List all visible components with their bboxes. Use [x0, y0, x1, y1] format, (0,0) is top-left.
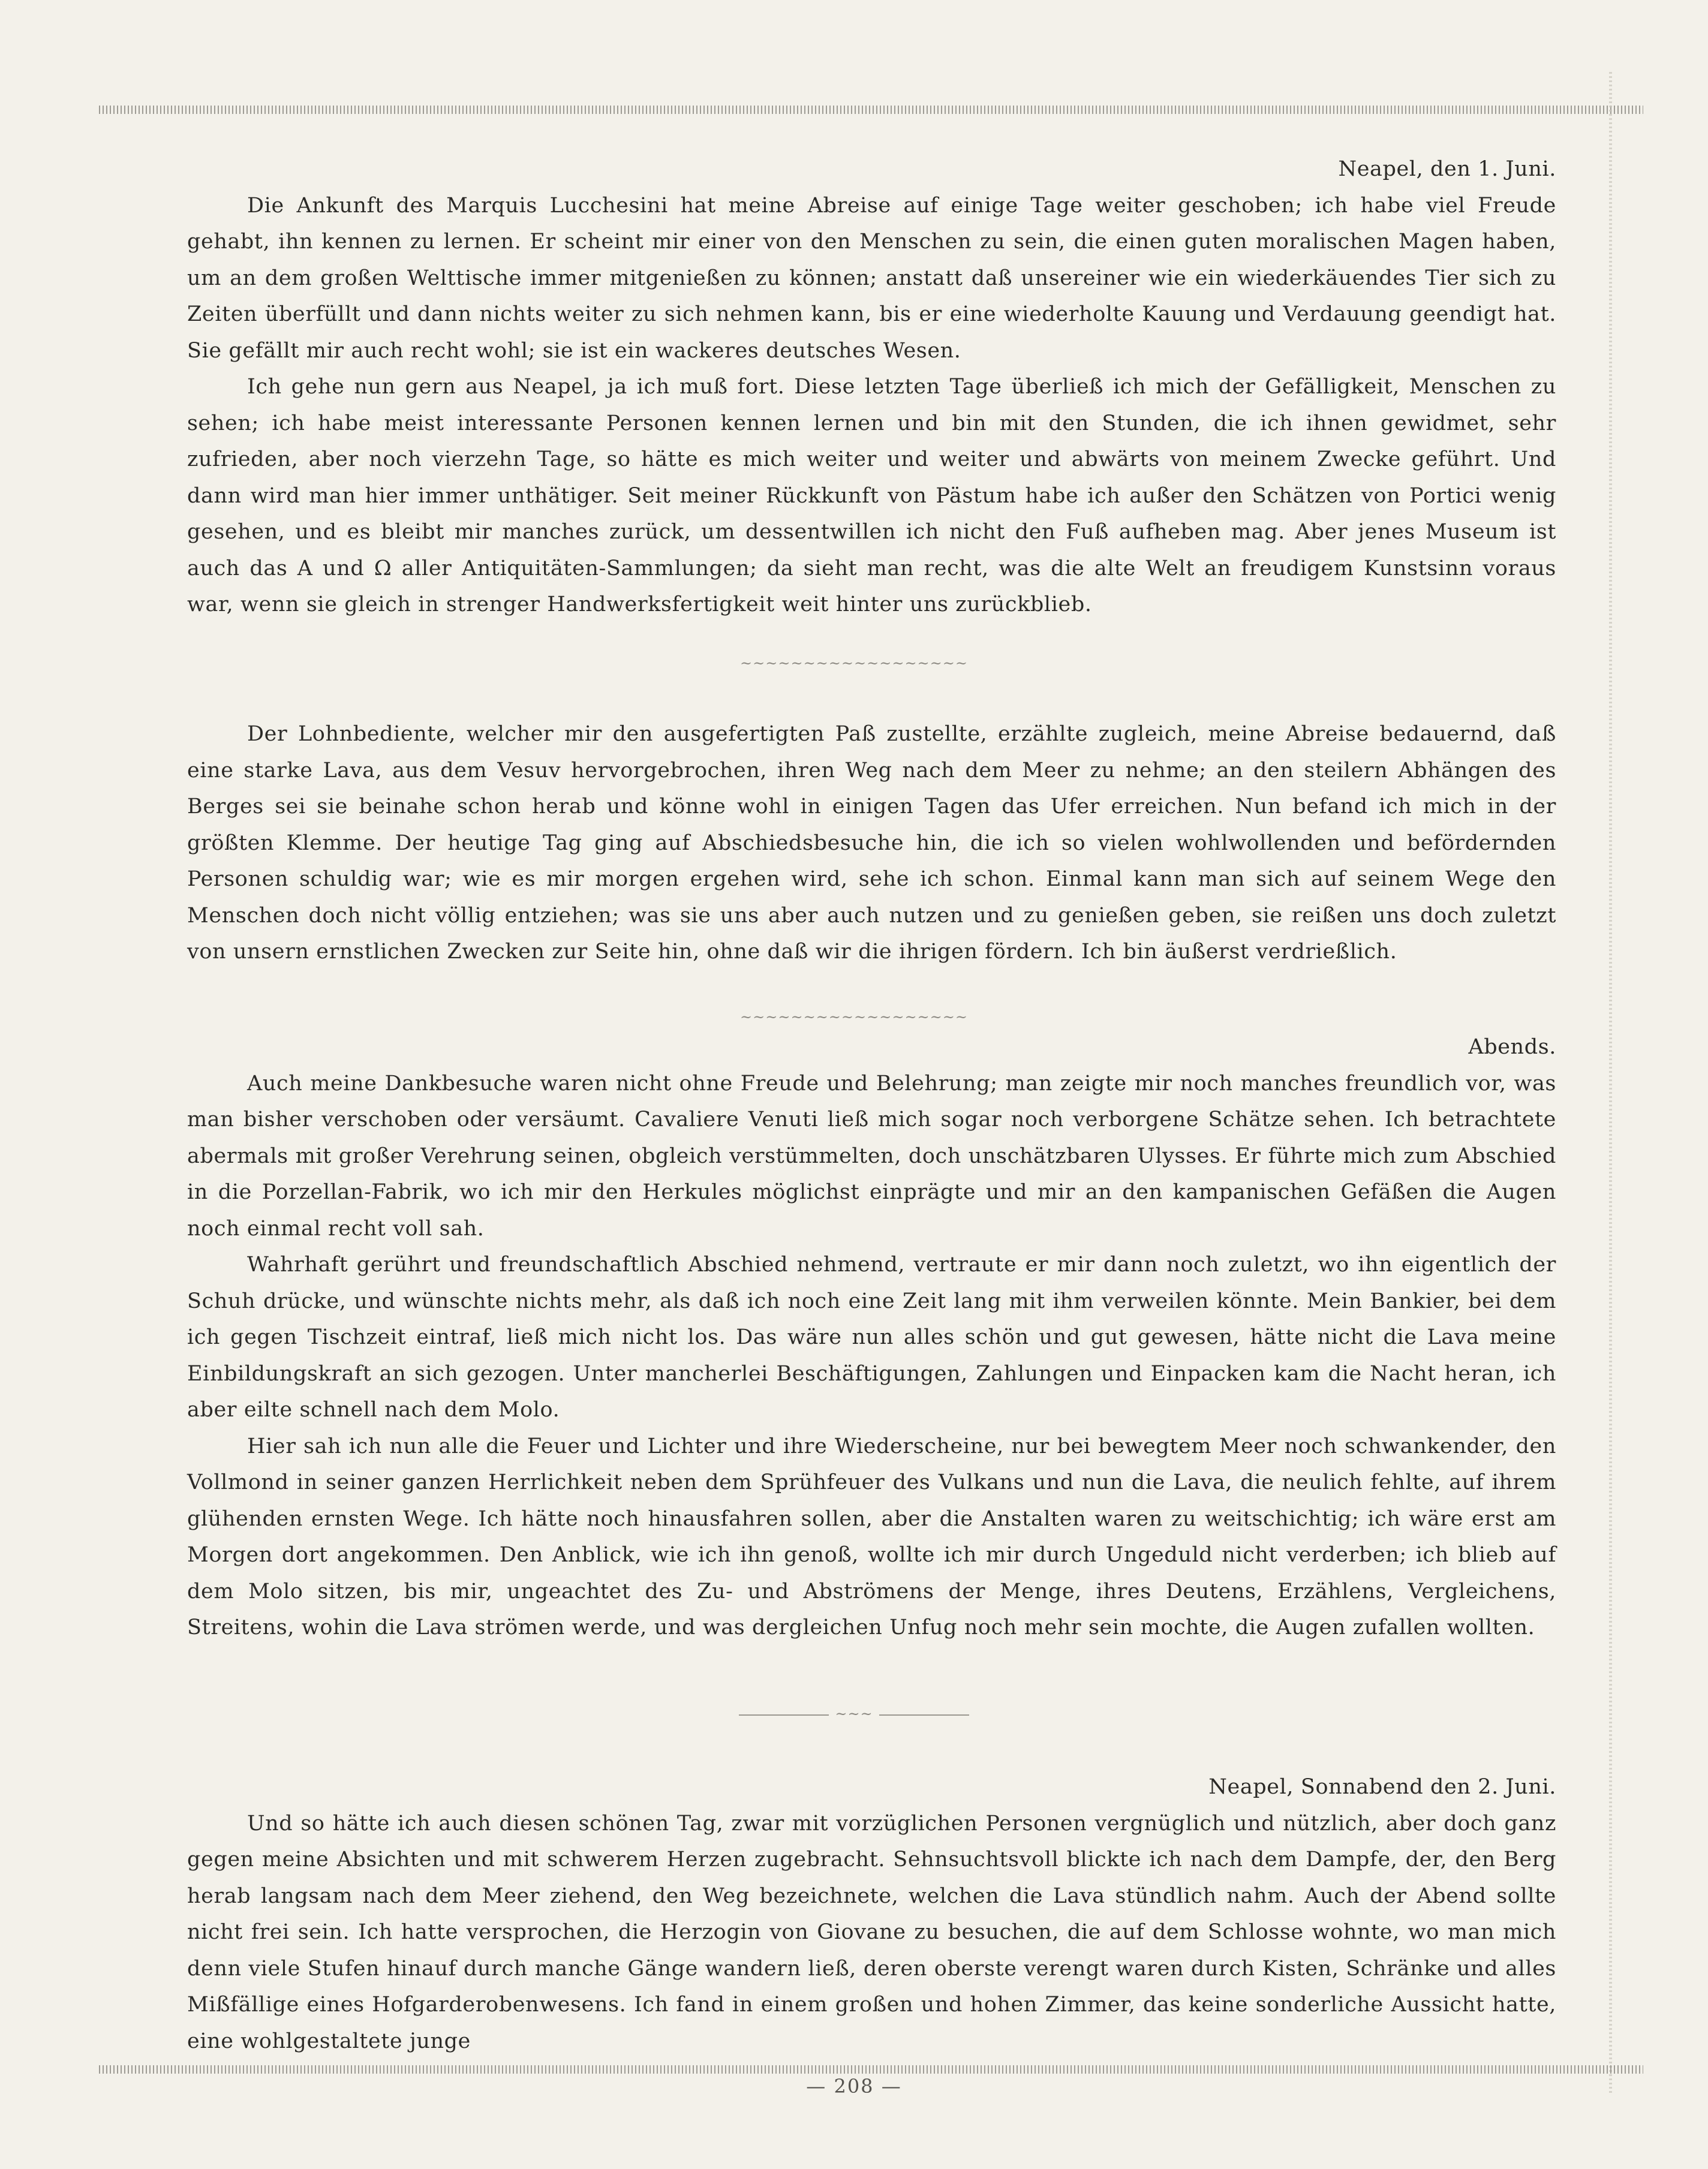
flourish-ornament: ~~~ — [835, 1705, 873, 1722]
flourish-ornament: ~~~~~~~~~~~~~~~~~~ — [740, 1009, 968, 1025]
section-divider — [0, 655, 1708, 672]
flourish-ornament: ~~~~~~~~~~~~~~~~~~ — [740, 655, 968, 672]
entry-evening — [187, 1029, 1556, 1646]
paragraph: Der Lohnbediente, welcher mir den ausgefertigten Paß zustellte, erzählte zugleich, meine Abreise bedauernd, daß eine starke Lava, aus dem Vesuv hervorgebrochen, ihren Weg nach dem Meer zu nehme; an den steilern Abhängen des Berges sei sie beinahe schon herab und könne wohl in einigen Tagen das Ufer erreichen. Nun befand ich mich in der größten Klemme. Der heutige Tag ging auf Abschiedsbesuche hin, die ich so vielen wohlwollenden und befördernden Personen schuldig war; wie es mir morgen ergehen wird, sehe ich schon. Einmal kann man sich auf seinem Wege den Menschen doch nicht völlig entziehen; was sie uns aber auch nutzen und zu genießen geben, sie reißen uns doch zuletzt von unsern ernstlichen Zwecken zur Seite hin, ohne daß wir die ihrigen fördern. Ich bin äußerst verdrießlich. — [187, 722, 1556, 964]
dateline: Neapel, Sonnabend den 2. Juni. — [1208, 1775, 1556, 1799]
section-divider — [0, 1009, 1708, 1025]
dateline: Neapel, den 1. Juni. — [1338, 157, 1556, 181]
entry-june-2 — [187, 1769, 1556, 2059]
paragraph: Ich gehe nun gern aus Neapel, ja ich muß fort. Diese letzten Tage überließ ich mich der Gefälligkeit, Menschen zu sehen; ich habe meist interessante Personen kennen lernen und bin mit den Stunden, die ich ihnen gewidmet, sehr zufrieden, aber noch vierzehn Tage, so hätte es mich weiter und weiter und abwärts von meinem Zwecke geführt. Und dann wird man hier immer unthätiger. Seit meiner Rückkunft von Pästum habe ich außer den Schätzen von Portici wenig gesehen, und es bleibt mir manches zurück, um dessentwillen ich nicht den Fuß aufheben mag. Aber jenes Museum ist auch das A und Ω aller Antiquitäten-Sammlungen; da sieht man recht, was die alte Welt an freudigem Kunstsinn voraus war, wenn sie gleich in strenger Handwerksfertigkeit weit hinter uns zurückblieb. — [187, 375, 1556, 616]
paragraph: Die Ankunft des Marquis Lucchesini hat meine Abreise auf einige Tage weiter geschoben; ich habe viel Freude gehabt, ihn kennen zu lernen. Er scheint mir einer von den Menschen zu sein, die einen guten moralischen Magen haben, um an dem großen Welttische immer mitgenießen zu können; anstatt daß unsereiner wie ein wiederkäuendes Tier sich zu Zeiten überfüllt und dann nichts weiter zu sich nehmen kann, bis er eine wiederholte Kauung und Verdauung geendigt hat. Sie gefällt mir auch recht wohl; sie ist ein wackeres deutsches Wesen. — [187, 193, 1556, 363]
paragraph: Hier sah ich nun alle die Feuer und Lichter und ihre Wiederscheine, nur bei bewegtem Meer noch schwankender, den Vollmond in seiner ganzen Herrlichkeit neben dem Sprühfeuer des Vulkans und nun die Lava, die neulich fehlte, auf ihrem glühenden ernsten Wege. Ich hätte noch hinausfahren sollen, aber die Anstalten waren zu weitschichtig; ich wäre erst am Morgen dort angekommen. Den Anblick, wie ich ihn genoß, wollte ich mir durch Ungeduld nicht verderben; ich blieb auf dem Molo sitzen, bis mir, ungeachtet des Zu- und Abströmens der Menge, ihres Deutens, Erzählens, Vergleichens, Streitens, wohin die Lava strömen werde, und was dergleichen Unfug noch mehr sein mochte, die Augen zufallen wollten. — [187, 1434, 1556, 1639]
entry-june-1 — [187, 151, 1556, 623]
right-margin-line — [1609, 72, 1612, 2093]
top-decorative-rule — [99, 106, 1643, 114]
page-number: — 208 — — [806, 2075, 902, 2098]
section-divider — [0, 1705, 1708, 1722]
paragraph: Wahrhaft gerührt und freundschaftlich Abschied nehmend, vertraute er mir dann noch zuletzt, wo ihn eigentlich der Schuh drücke, und wünschte nichts mehr, als daß ich noch eine Zeit lang mit ihm verweilen könnte. Mein Bankier, bei dem ich gegen Tischzeit eintraf, ließ mich nicht los. Das wäre nun alles schön und gut gewesen, hätte nicht die Lava meine Einbildungskraft an sich gezogen. Unter mancherlei Beschäftigungen, Zahlungen und Einpacken kam die Nacht heran, ich aber eilte schnell nach dem Molo. — [187, 1253, 1556, 1422]
bottom-decorative-rule — [99, 2065, 1643, 2074]
dateline: Abends. — [1468, 1035, 1556, 1059]
divider-line — [879, 1714, 969, 1716]
entry-lava-report — [187, 716, 1556, 970]
paragraph: Und so hätte ich auch diesen schönen Tag, zwar mit vorzüglichen Personen vergnüglich und nützlich, aber doch ganz gegen meine Absichten und mit schwerem Herzen zugebracht. Sehnsuchtsvoll blickte ich nach dem Dampfe, der, den Berg herab langsam nach dem Meer ziehend, den Weg bezeichnete, welchen die Lava stündlich nahm. Auch der Abend sollte nicht frei sein. Ich hatte versprochen, die Herzogin von Giovane zu besuchen, die auf dem Schlosse wohnte, wo man mich denn viele Stufen hinauf durch manche Gänge wandern ließ, deren oberste verengt waren durch Kisten, Schränke und alles Mißfällige eines Hofgarderobenwesens. Ich fand in einem großen und hohen Zimmer, das keine sonderliche Aussicht hatte, eine wohlgestaltete junge — [187, 1811, 1556, 2053]
paragraph: Auch meine Dankbesuche waren nicht ohne Freude und Belehrung; man zeigte mir noch manches freundlich vor, was man bisher verschoben oder versäumt. Cavaliere Venuti ließ mich sogar noch verborgene Schätze sehen. Ich betrachtete abermals mit großer Verehrung seinen, obgleich verstümmelten, doch unschätzbaren Ulysses. Er führte mich zum Abschied in die Porzellan-Fabrik, wo ich mir den Herkules möglichst einprägte und mir an den kampanischen Gefäßen die Augen noch einmal recht voll sah. — [187, 1071, 1556, 1241]
divider-line — [739, 1714, 829, 1716]
